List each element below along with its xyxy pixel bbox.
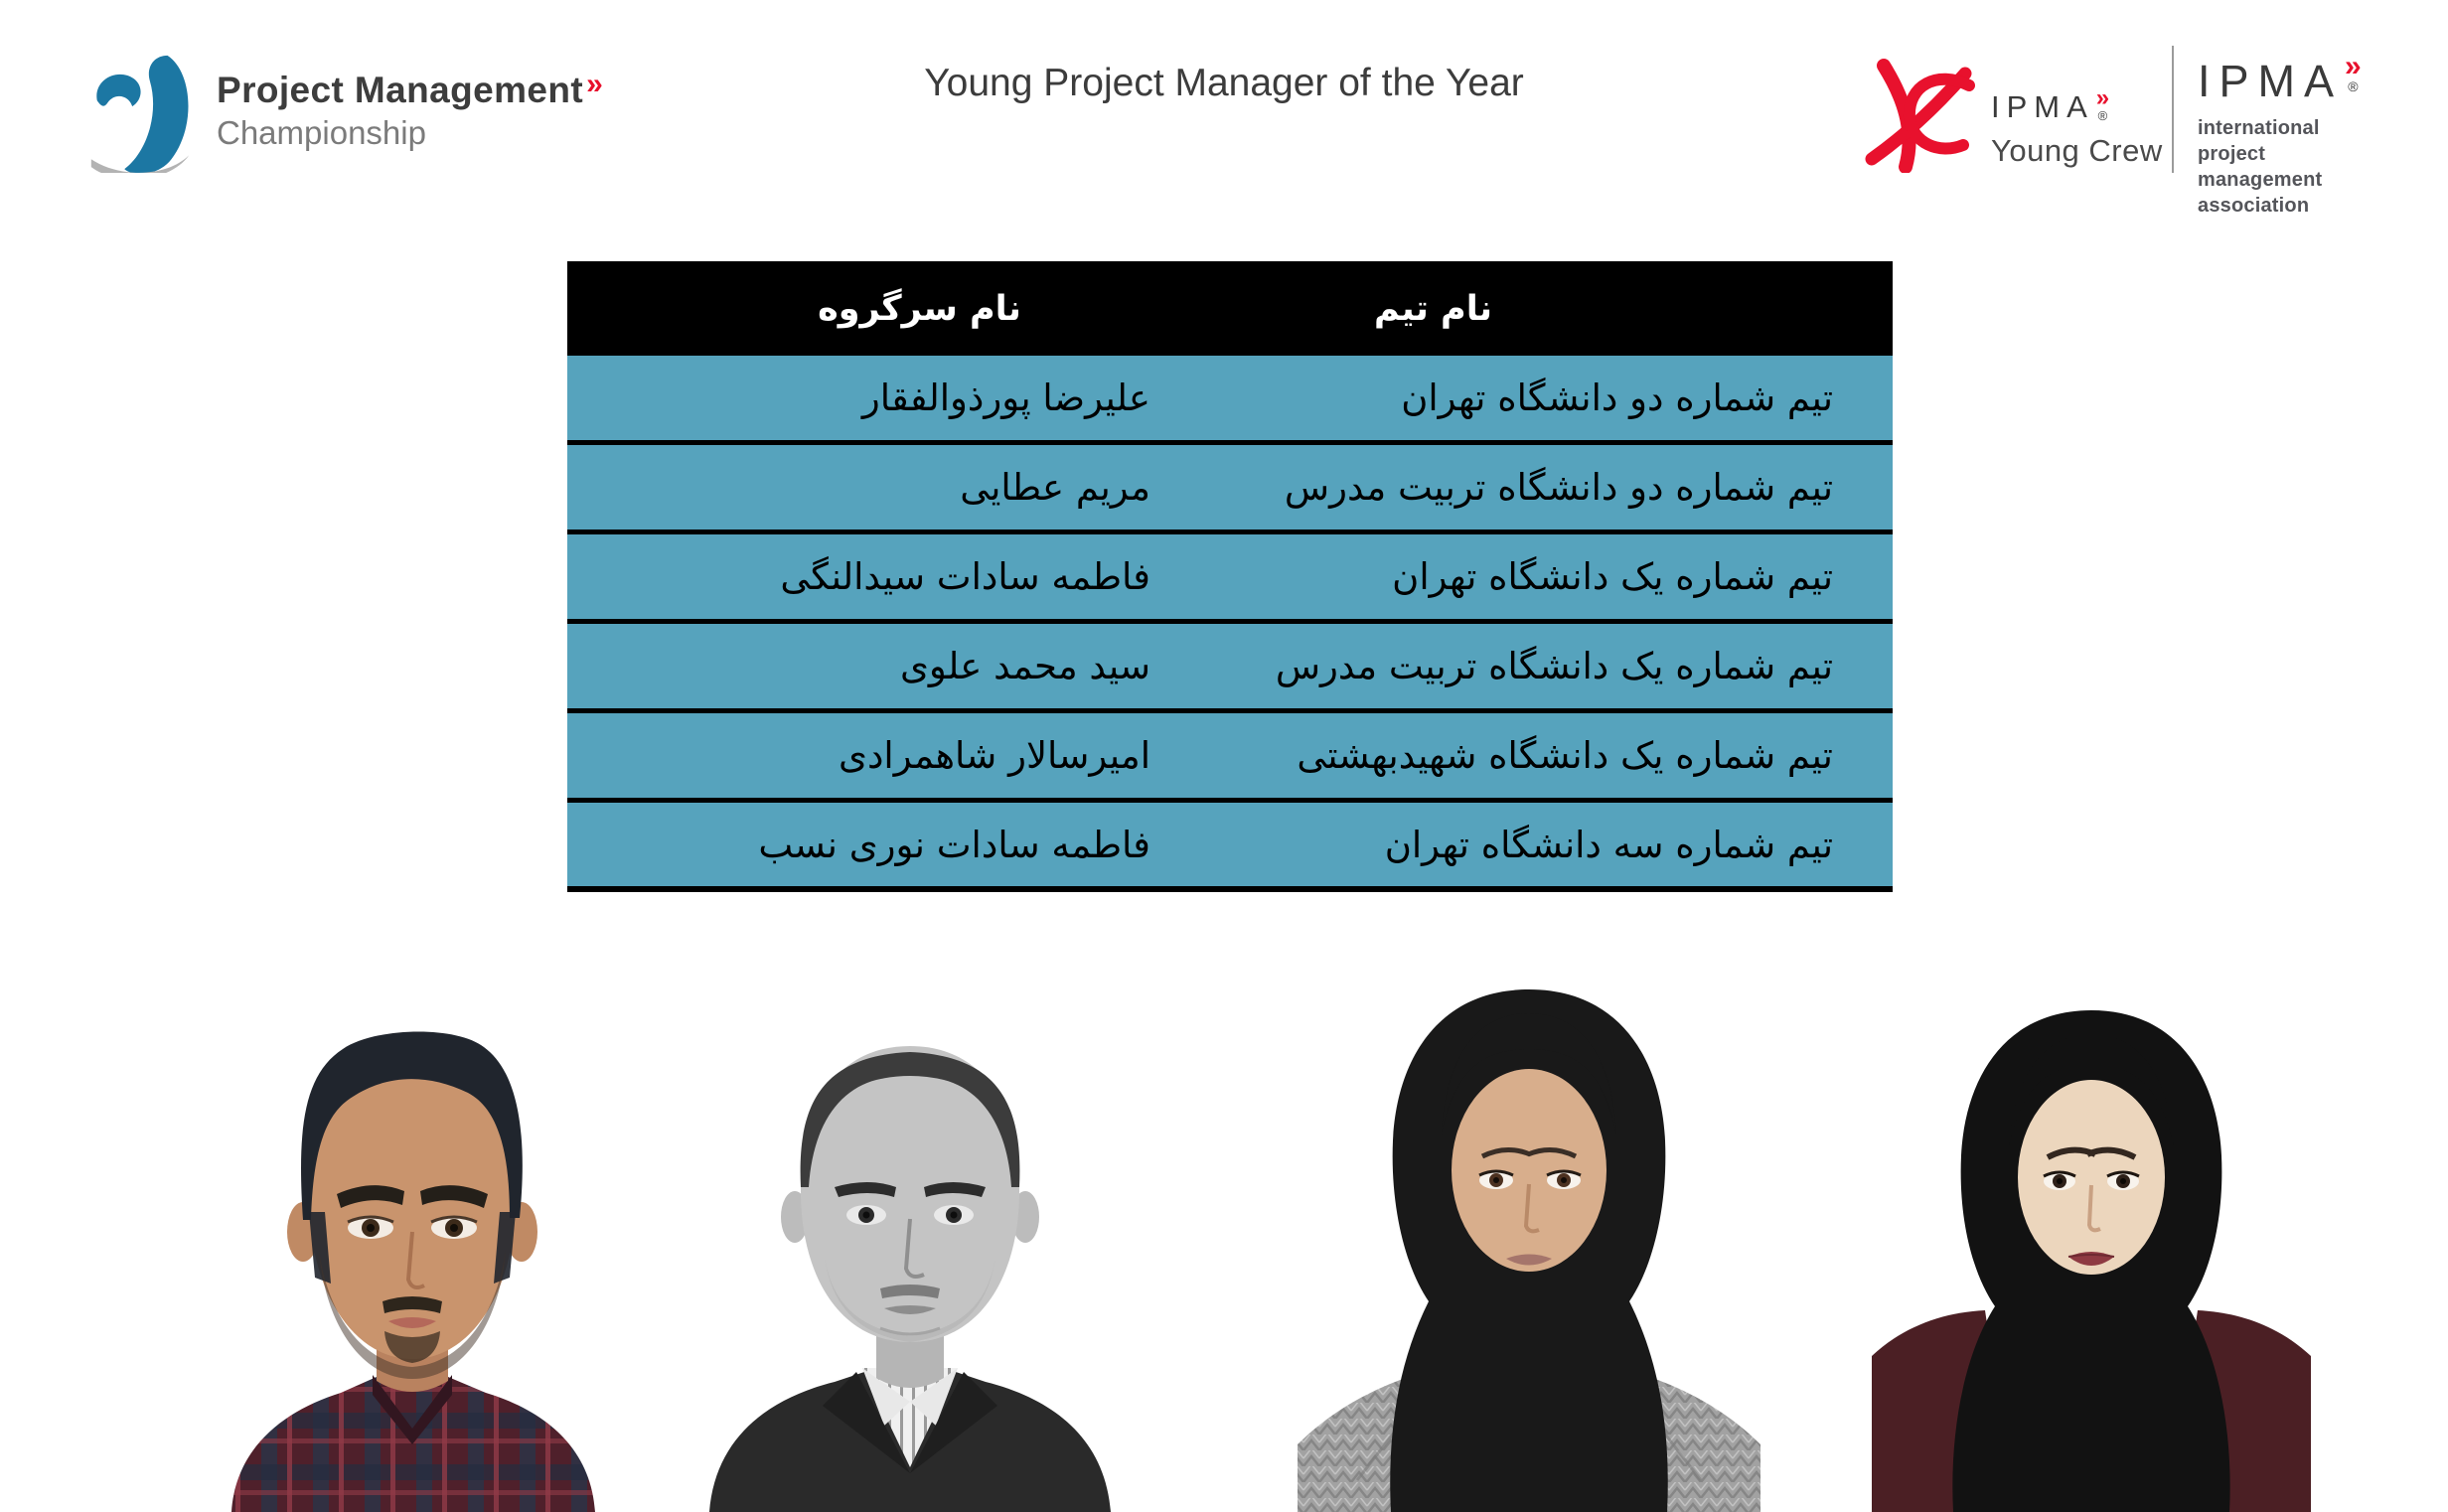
pmc-logo-icon — [77, 50, 205, 178]
logo-divider — [2172, 46, 2174, 173]
photo-portrait-2 — [686, 977, 1135, 1512]
team-cell: تیم شماره سه دانشگاه تهران — [1384, 823, 1833, 866]
yc-registered-mark: ® — [2097, 108, 2115, 123]
column-header-leader: نام سرگروه — [818, 288, 1021, 329]
team-cell: تیم شماره یک دانشگاه شهیدبهشتی — [1297, 734, 1833, 777]
leader-cell: فاطمه سادات نوری نسب — [758, 823, 1150, 866]
leader-cell: مریم عطایی — [960, 466, 1150, 509]
portrait-4-image — [1864, 998, 2319, 1512]
ipma-subtitle-line: international — [2198, 117, 2320, 139]
young-crew-label: Young Crew — [1991, 133, 2163, 168]
ipma-subtitle-line: management — [2198, 169, 2323, 191]
table-body — [567, 356, 1893, 892]
table-row — [567, 624, 1893, 713]
ipma-logo — [2198, 50, 2371, 219]
ipma-wordmark: IPMA » ® — [2198, 50, 2371, 106]
portrait-3-image — [1288, 974, 1770, 1512]
pmc-figure-icon — [77, 50, 205, 173]
leader-cell: امیرسالار شاهمرادی — [839, 734, 1150, 777]
photo-portrait-3 — [1288, 974, 1770, 1512]
ipma-subtitle-line: project — [2198, 143, 2266, 165]
ipma-registered-mark: ® — [2348, 78, 2368, 94]
leader-cell: فاطمه سادات سیدالنگی — [780, 555, 1150, 598]
column-header-team: نام تیم — [1374, 288, 1492, 329]
ipma-subtitle — [2198, 115, 2371, 219]
table-row — [567, 534, 1893, 624]
photo-portrait-1 — [192, 982, 633, 1512]
pmc-logo-line2: Championship — [217, 114, 426, 151]
young-crew-figure-icon — [1854, 52, 1983, 178]
portrait-1-image — [192, 982, 633, 1512]
ipma-chevrons-icon: » — [2345, 50, 2371, 82]
leader-cell: علیرضا پورذوالفقار — [861, 377, 1150, 419]
leader-cell: سید محمد علوی — [899, 645, 1150, 687]
table-row — [567, 713, 1893, 803]
yc-chevrons-icon: » — [2095, 84, 2117, 111]
page-title: Young Project Manager of the Year — [924, 62, 1524, 104]
ipma-subtitle-line: association — [2198, 195, 2310, 217]
team-cell: تیم شماره دو دانشگاه تهران — [1401, 377, 1833, 419]
table-row — [567, 803, 1893, 892]
photo-portrait-4 — [1864, 998, 2319, 1512]
table-row — [567, 356, 1893, 445]
yc-runner-icon — [1854, 52, 1983, 173]
table-row — [567, 445, 1893, 534]
team-cell: تیم شماره دو دانشگاه تربیت مدرس — [1284, 466, 1833, 509]
table-header-row — [567, 261, 1893, 356]
team-cell: تیم شماره یک دانشگاه تهران — [1392, 555, 1833, 598]
teams-table — [567, 261, 1893, 892]
team-cell: تیم شماره یک دانشگاه تربیت مدرس — [1275, 645, 1833, 687]
young-crew-logo-text — [1991, 84, 2163, 169]
pmc-logo-line1: Project Management » — [217, 68, 604, 110]
young-crew-ipma-wordmark: IPMA » ® — [1991, 84, 2117, 124]
pmc-chevrons-icon: » — [586, 68, 604, 100]
portrait-2-image — [686, 977, 1135, 1512]
pmc-logo-text — [217, 70, 603, 152]
